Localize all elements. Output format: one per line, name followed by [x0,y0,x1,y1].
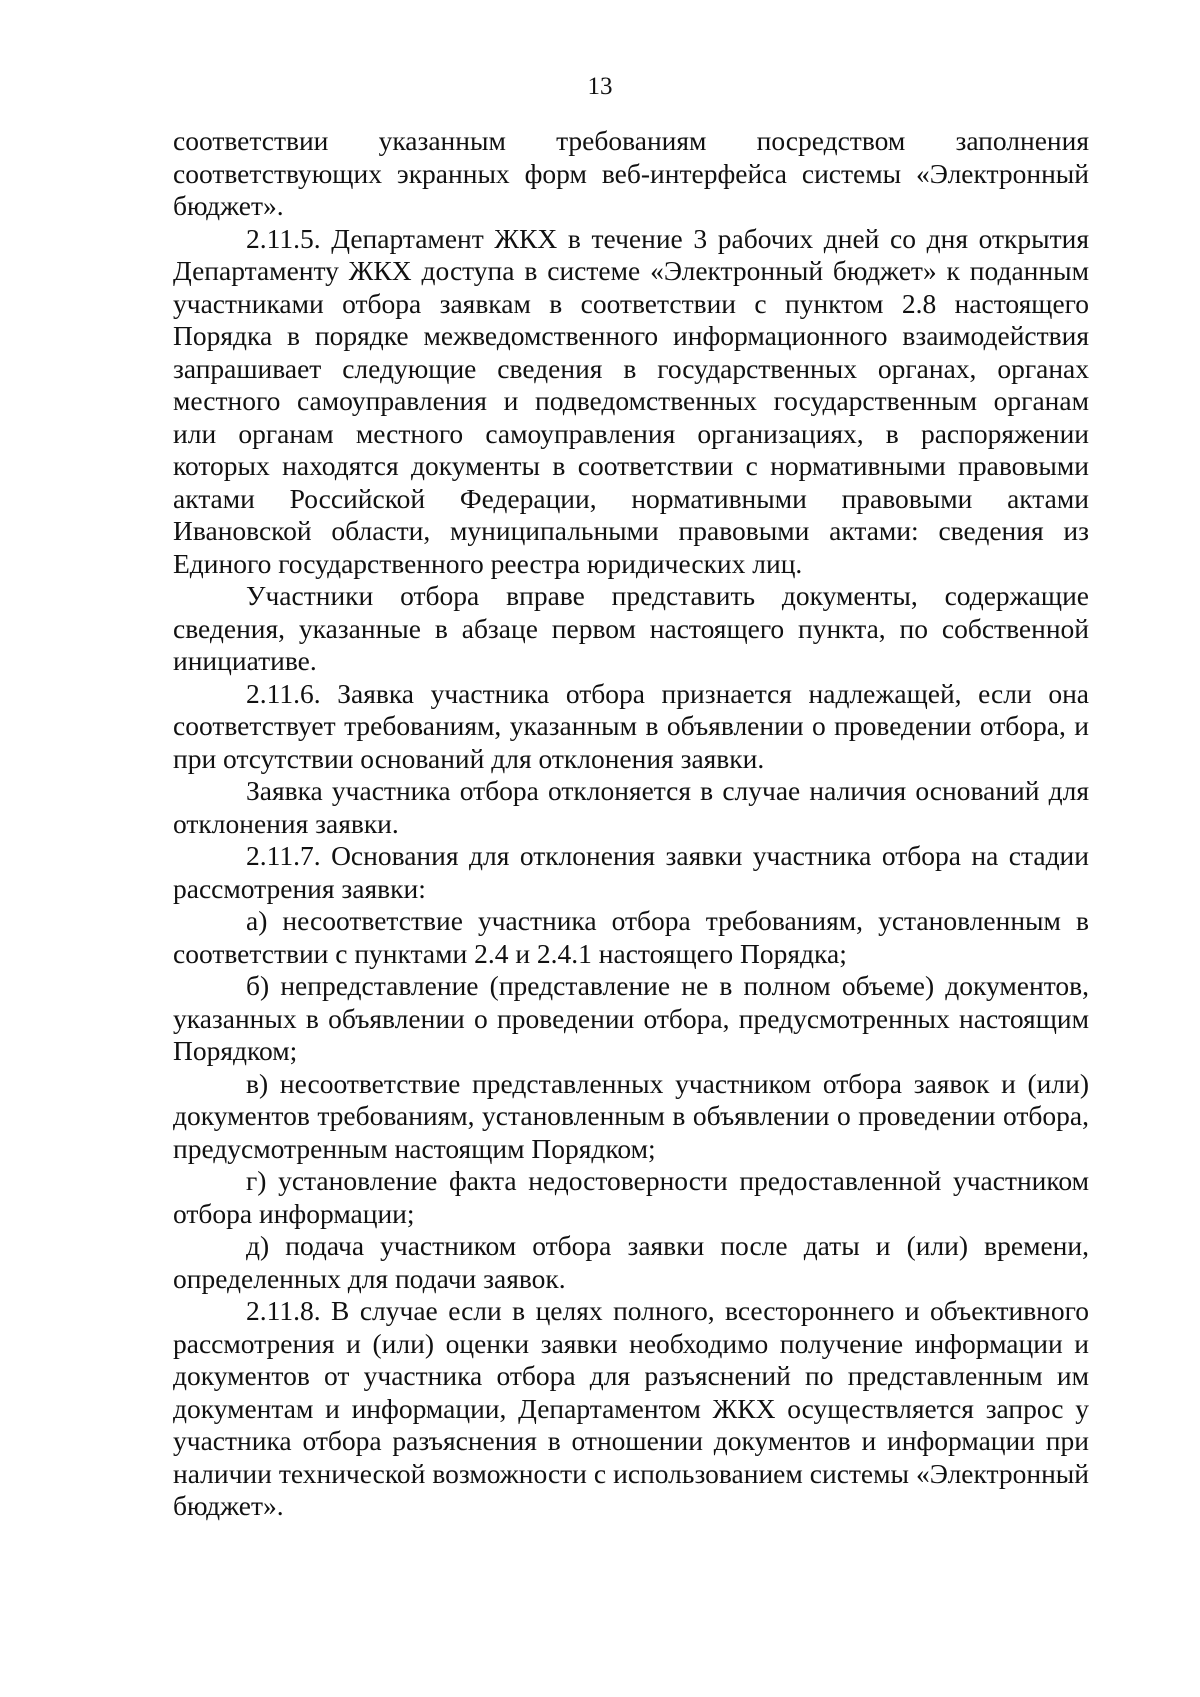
list-item-d: д) подача участником отбора заявки после даты и (или) времени, определенных для подачи заявок. [173,1230,1089,1294]
page-number: 13 [587,73,613,100]
paragraph-rejection: Заявка участника отбора отклоняется в случае наличия оснований для отклонения заявки. [173,775,1089,839]
paragraph-participants-right: Участники отбора вправе представить документы, содержащие сведения, указанные в абзаце первом настоящего пункта, по собственной инициативе. [173,580,1089,676]
document-body [173,125,1089,1523]
list-item-v: в) несоответствие представленных участником отбора заявок и (или) документов требованиям, установленным в объявлении о проведении отбора, предусмотренным настоящим Порядком; [173,1067,1089,1164]
list-item-b: б) непредставление (представление не в полном объеме) документов, указанных в объявлении о проведении отбора, предусмотренных настоящим Порядком; [173,970,1089,1066]
paragraph-continuation: соответствии указанным требованиям посредством заполнения соответствующих экранных форм веб-интерфейса системы «Электронный бюджет». [173,125,1089,221]
paragraph-2-11-6: 2.11.6. Заявка участника отбора признается надлежащей, если она соответствует требованиям, указанным в объявлении о проведении отбора, и при отсутствии оснований для отклонения заявки. [173,677,1089,774]
paragraph-2-11-5: 2.11.5. Департамент ЖКХ в течение 3 рабочих дней со дня открытия Департаменту ЖКХ доступа в системе «Электронный бюджет» к поданным участниками отбора заявкам в соответствии с пунктом 2.8 настоящего Порядка в порядке межведомственного информационного взаимодействия запрашивает следующие сведения в государственных органах, органах местного самоуправления и подведомственных государственным органам или органам местного самоуправления организациях, в распоряжении которых находятся документы в соответствии с нормативными правовыми актами Российской Федерации, нормативными правовыми актами Ивановской области, муниципальными правовыми актами: сведения из Единого государственного реестра юридических лиц. [173,222,1089,579]
paragraph-2-11-7: 2.11.7. Основания для отклонения заявки участника отбора на стадии рассмотрения заявки: [173,840,1089,904]
paragraph-2-11-8: 2.11.8. В случае если в целях полного, всестороннего и объективного рассмотрения и (или) оценки заявки необходимо получение информации и документов от участника отбора для разъяснений по представленным им документам и информации, Департаментом ЖКХ осуществляется запрос у участника отбора разъяснения в отношении документов и информации при наличии технической возможности с использованием системы «Электронный бюджет». [173,1295,1089,1521]
list-item-a: а) несоответствие участника отбора требованиям, установленным в соответствии с пунктами 2.4 и 2.4.1 настоящего Порядка; [173,905,1089,969]
list-item-g: г) установление факта недостоверности предоставленной участником отбора информации; [173,1165,1089,1229]
